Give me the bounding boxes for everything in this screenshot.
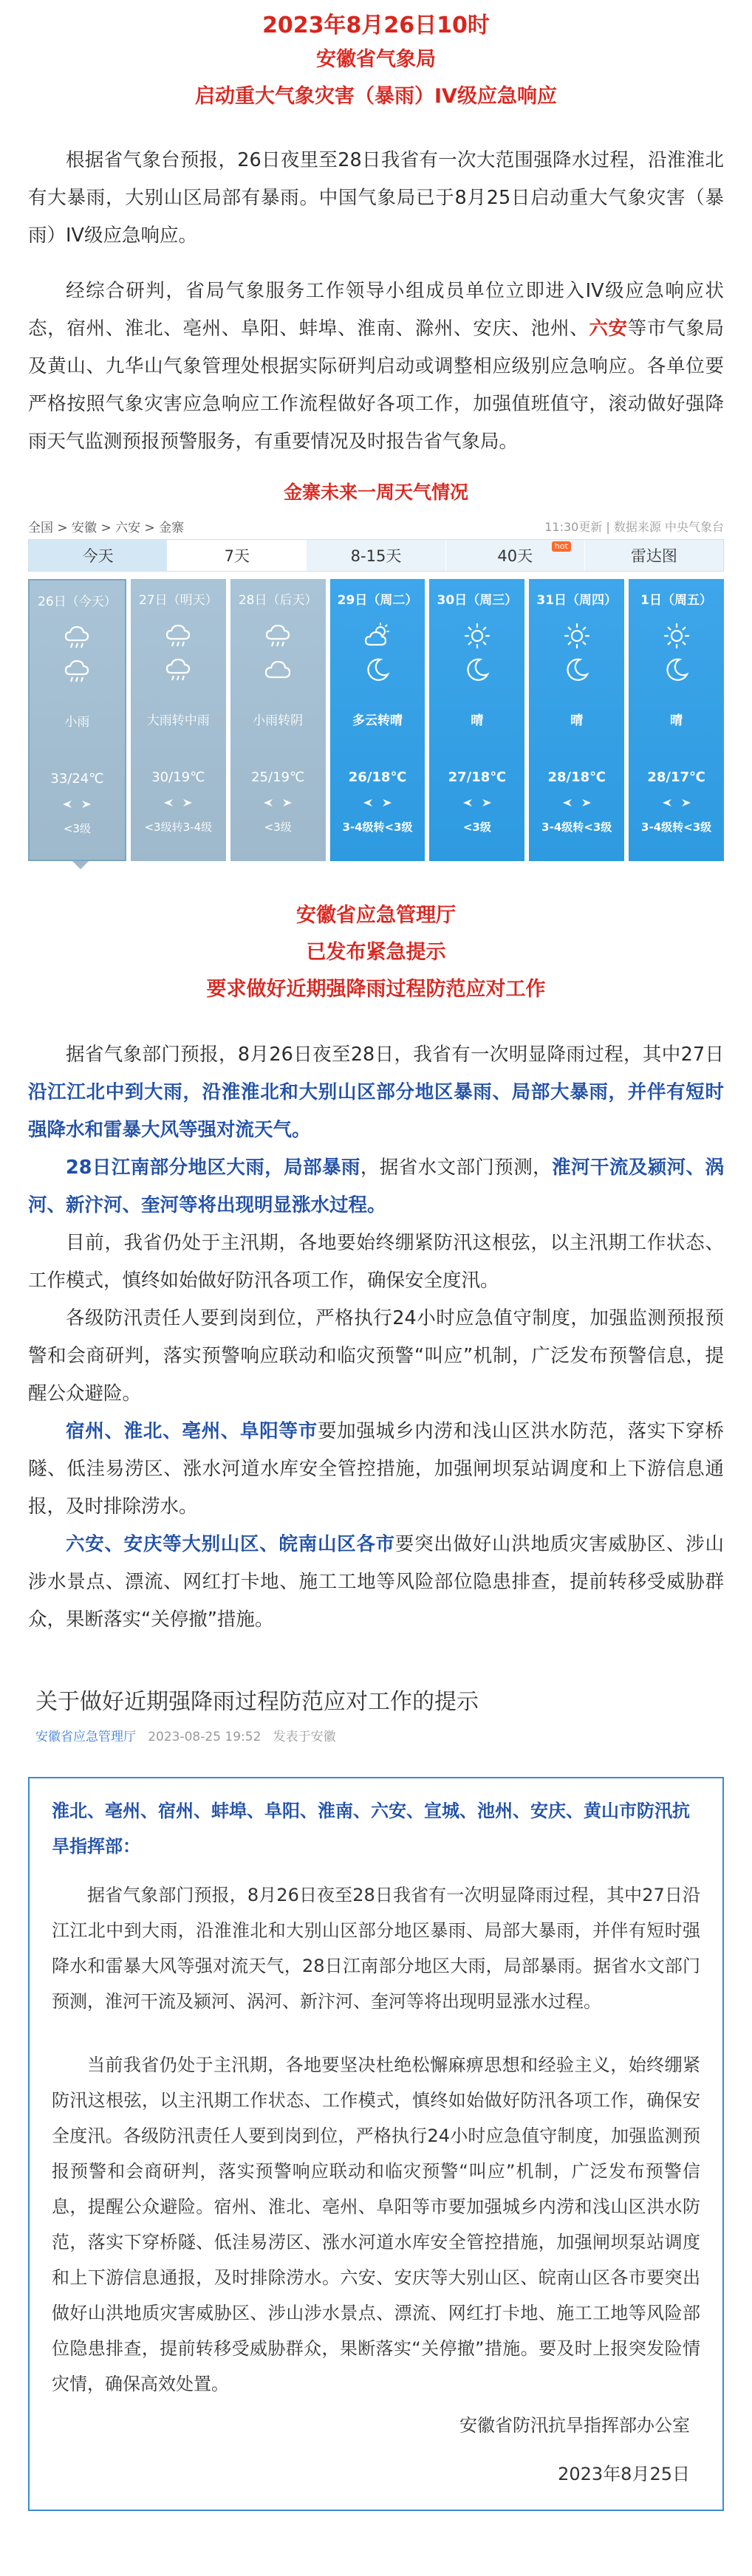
article-time: 2023-08-25 19:52	[148, 1730, 262, 1744]
forecast-date: 1日（周五）	[640, 593, 712, 608]
section2-line3: 要求做好近期强降雨过程防范应对工作	[206, 978, 546, 1001]
wind-direction-icon	[262, 795, 294, 813]
header-agency: 安徽省气象局	[316, 48, 436, 71]
s2-p6-text: 要突出做好山洪地质灾害威胁区、涉山涉水景点、漂流、网红打卡地、施工工地等风险部位隐患排查，提前转移受威胁群众，果断落实“关停撤”措施。	[28, 1533, 724, 1631]
moon-icon	[562, 655, 592, 685]
notice-box	[28, 1777, 724, 2511]
cloud-rain-icon	[163, 621, 193, 651]
s2-p1-text: 据省气象部门预报，8月26日夜至28日，我省有一次明显降雨过程，其中27日	[66, 1044, 724, 1066]
forecast-day[interactable]	[28, 579, 126, 861]
forecast-desc: 小雨	[64, 715, 90, 730]
wind-direction-icon	[162, 795, 194, 813]
forecast-day[interactable]	[629, 579, 724, 861]
cloud-rain-icon	[62, 657, 92, 686]
forecast-day[interactable]	[330, 579, 425, 861]
weather-tabs	[28, 539, 724, 572]
forecast-date: 31日（周四）	[536, 593, 618, 608]
tab-8-15-days[interactable]: 8-15天	[307, 540, 445, 571]
forecast-wind-level: <3级	[63, 822, 91, 835]
forecast-wind-level: 3-4级转<3级	[641, 821, 712, 834]
intro-highlight-liuan: 六安	[589, 318, 628, 340]
notice-paragraph-1: 据省气象部门预报，8月26日夜至28日我省有一次明显降雨过程，其中27日沿江江北中到大雨，沿淮淮北和大别山区部分地区暴雨、局部大暴雨，并伴有短时强降水和雷暴大风等强对流天气，28日江南部分地区大雨，局部暴雨。据省水文部门预测，淮河干流及颍河、涡河、新汴河、奎河等将出现明显涨水过程。	[52, 1885, 700, 2012]
forecast-desc: 晴	[471, 713, 484, 728]
data-source: 数据来源 中央气象台	[613, 519, 724, 534]
forecast-temp: 26/18℃	[348, 770, 407, 785]
forecast-temp: 25/19℃	[251, 770, 305, 785]
weather-title: 金寨未来一周天气情况	[283, 482, 468, 503]
forecast-wind-level: <3级	[462, 821, 491, 834]
weather-widget	[28, 513, 724, 869]
forecast-date: 28日（后天）	[238, 593, 318, 608]
notice-signature-date: 2023年8月25日	[558, 2464, 690, 2484]
forecast-temp: 33/24℃	[50, 771, 104, 787]
forecast-date: 30日（周三）	[437, 593, 518, 608]
section-emergency	[28, 897, 724, 1008]
header-headline: 启动重大气象灾害（暴雨）IV级应急响应	[195, 85, 557, 108]
forecast-date: 29日（周二）	[337, 593, 418, 608]
today-pointer	[72, 861, 89, 869]
sun-icon	[462, 621, 492, 651]
cloud-rain-icon	[163, 655, 193, 685]
weather-meta: 11:30更新 | 数据来源 中央气象台	[544, 519, 724, 534]
wind-direction-icon	[361, 795, 394, 813]
notice-paragraph-2: 当前我省仍处于主汛期，各地要坚决杜绝松懈麻痹思想和经验主义，始终绷紧防汛这根弦，以主汛期工作状态、工作模式，慎终如始做好防汛各项工作，确保安全度汛。各级防汛责任人要到岗到位，严格执行24小时应急值守制度，加强监测预报预警和会商研判，落实预警响应联动和临灾预警“叫应”机制，广泛发布预警信息，提醒公众避险。宿州、淮北、亳州、阜阳等市要加强城乡内涝和浅山区洪水防范，落实下穿桥隧、低洼易涝区、涨水河道水库安全管控措施，加强闸坝泵站调度和上下游信息通报，及时排除涝水。六安、安庆等大别山区、皖南山区各市要突出做好山洪地质灾害威胁区、涉山涉水景点、漂流、网红打卡地、施工工地等风险部位隐患排查，提前转移受威胁群众，果断落实“关停撤”措施。要及时上报突发险情灾情，确保高效处置。	[52, 2055, 700, 2394]
s2-p2-highlight-2: 淮河干流及颍河、涡河、新汴河、奎河等将出现明显涨水过程。	[28, 1157, 724, 1216]
tab-radar[interactable]: 雷达图	[585, 540, 723, 571]
forecast-desc: 多云转晴	[352, 713, 403, 728]
forecast-desc: 晴	[570, 713, 584, 728]
s2-paragraph-5	[28, 1413, 724, 1526]
article-location: 发表于安徽	[273, 1730, 336, 1744]
forecast-day[interactable]	[529, 579, 624, 861]
wind-direction-icon	[660, 795, 693, 813]
s2-p2-text: ，据省水文部门预测，	[360, 1157, 553, 1179]
s2-p1-highlight: 沿江江北中到大雨，沿淮淮北和大别山区部分地区暴雨、局部大暴雨，并伴有短时强降水和雷暴大风等强对流天气。	[28, 1081, 724, 1141]
notice-addressee: 淮北、亳州、宿州、蚌埠、阜阳、淮南、六安、宣城、池州、安庆、黄山市防汛抗旱指挥部：	[52, 1801, 690, 1857]
moon-icon	[662, 655, 691, 685]
forecast-desc: 晴	[670, 713, 683, 728]
article-meta	[28, 1726, 724, 1744]
forecast-wind-level: <3级转3-4级	[144, 821, 213, 834]
forecast-wind-level: <3级	[264, 821, 292, 834]
tab-7-days[interactable]: 7天	[168, 540, 307, 571]
s2-paragraph-1	[28, 1036, 724, 1149]
wind-direction-icon	[561, 795, 593, 813]
forecast-day[interactable]	[429, 579, 524, 861]
intro-paragraph-2	[28, 273, 724, 461]
tab-40-days[interactable]	[446, 540, 585, 571]
intro-text-a: 经综合研判，省局气象服务工作领导小组成员单位立即进入IV级应急响应状态，宿州、淮北、亳州、阜阳、蚌埠、淮南、滁州、安庆、池州、	[28, 280, 724, 340]
forecast-temp: 30/19℃	[151, 770, 205, 785]
forecast-temp: 27/18℃	[448, 770, 507, 785]
forecast-days	[28, 579, 724, 861]
forecast-day[interactable]	[230, 579, 326, 861]
forecast-temp: 28/17℃	[647, 770, 705, 785]
s2-p5-highlight: 宿州、淮北、亳州、阜阳等市	[66, 1420, 318, 1442]
forecast-wind-level: 3-4级转<3级	[342, 821, 413, 834]
moon-icon	[363, 655, 392, 685]
forecast-wind-level: 3-4级转<3级	[541, 821, 612, 834]
cloud-icon	[263, 655, 293, 685]
article-title[interactable]: 关于做好近期强降雨过程防范应对工作的提示	[35, 1689, 479, 1715]
s2-paragraph-4: 各级防汛责任人要到岗到位，严格执行24小时应急值守制度，加强监测预报预警和会商研判，落实预警响应联动和临灾预警“叫应”机制，广泛发布预警信息，提醒公众避险。	[28, 1307, 724, 1405]
intro-paragraph-1: 根据省气象台预报，26日夜里至28日我省有一次大范围强降水过程，沿淮淮北有大暴雨，大别山区局部有暴雨。中国气象局已于8月25日启动重大气象灾害（暴雨）IV级应急响应。	[28, 149, 724, 247]
s2-paragraph-2	[28, 1149, 724, 1224]
cloud-rain-icon	[263, 621, 293, 651]
forecast-temp: 28/18℃	[547, 770, 606, 785]
s2-p2-highlight-1: 28日江南部分地区大雨，局部暴雨	[66, 1157, 360, 1179]
sun-icon	[662, 621, 691, 651]
section2-line2: 已发布紧急提示	[306, 941, 446, 964]
s2-paragraph-3: 目前，我省仍处于主汛期，各地要始终绷紧防汛这根弦，以主汛期工作状态、工作模式，慎终如始做好防汛各项工作，确保安全度汛。	[28, 1232, 724, 1292]
moon-icon	[462, 655, 492, 685]
hot-badge: hot	[552, 541, 571, 552]
wind-direction-icon	[461, 795, 493, 813]
tab-40-days-label: 40天	[497, 547, 533, 565]
notice-signature-org: 安徽省防汛抗旱指挥部办公室	[459, 2415, 690, 2436]
wind-direction-icon	[61, 797, 93, 815]
updated-time: 11:30更新	[544, 519, 603, 534]
section2-agency: 安徽省应急管理厅	[296, 904, 456, 927]
forecast-desc: 大雨转中雨	[146, 713, 210, 728]
forecast-date: 27日（明天）	[138, 593, 218, 608]
s2-p6-highlight: 六安、安庆等大别山区、皖南山区各市	[66, 1533, 395, 1555]
tab-today[interactable]: 今天	[29, 540, 168, 571]
breadcrumb[interactable]: 全国 > 安徽 > 六安 > 金寨	[28, 520, 185, 535]
article-source-link[interactable]: 安徽省应急管理厅	[35, 1730, 136, 1744]
forecast-desc: 小雨转阴	[253, 713, 304, 728]
header-datetime: 2023年8月26日10时	[262, 13, 490, 38]
forecast-day[interactable]	[131, 579, 226, 861]
partly-cloudy-icon	[363, 621, 392, 651]
s2-p5-text: 要加强城乡内涝和浅山区洪水防范，落实下穿桥隧、低洼易涝区、涨水河道水库安全管控措施，加强闸坝泵站调度和上下游信息通报，及时排除涝水。	[28, 1420, 724, 1518]
forecast-date: 26日（今天）	[38, 595, 117, 609]
s2-paragraph-6	[28, 1526, 724, 1639]
sun-icon	[562, 621, 592, 651]
intro-text-b: 等市气象局及黄山、九华山气象管理处根据实际研判启动或调整相应级别应急响应。各单位要严格按照气象灾害应急响应工作流程做好各项工作，加强值班值守，滚动做好强降雨天气监测预报预警服务，有重要情况及时报告省气象局。	[28, 318, 724, 453]
weather-breadcrumb-bar	[28, 513, 724, 539]
cloud-rain-icon	[62, 623, 92, 652]
